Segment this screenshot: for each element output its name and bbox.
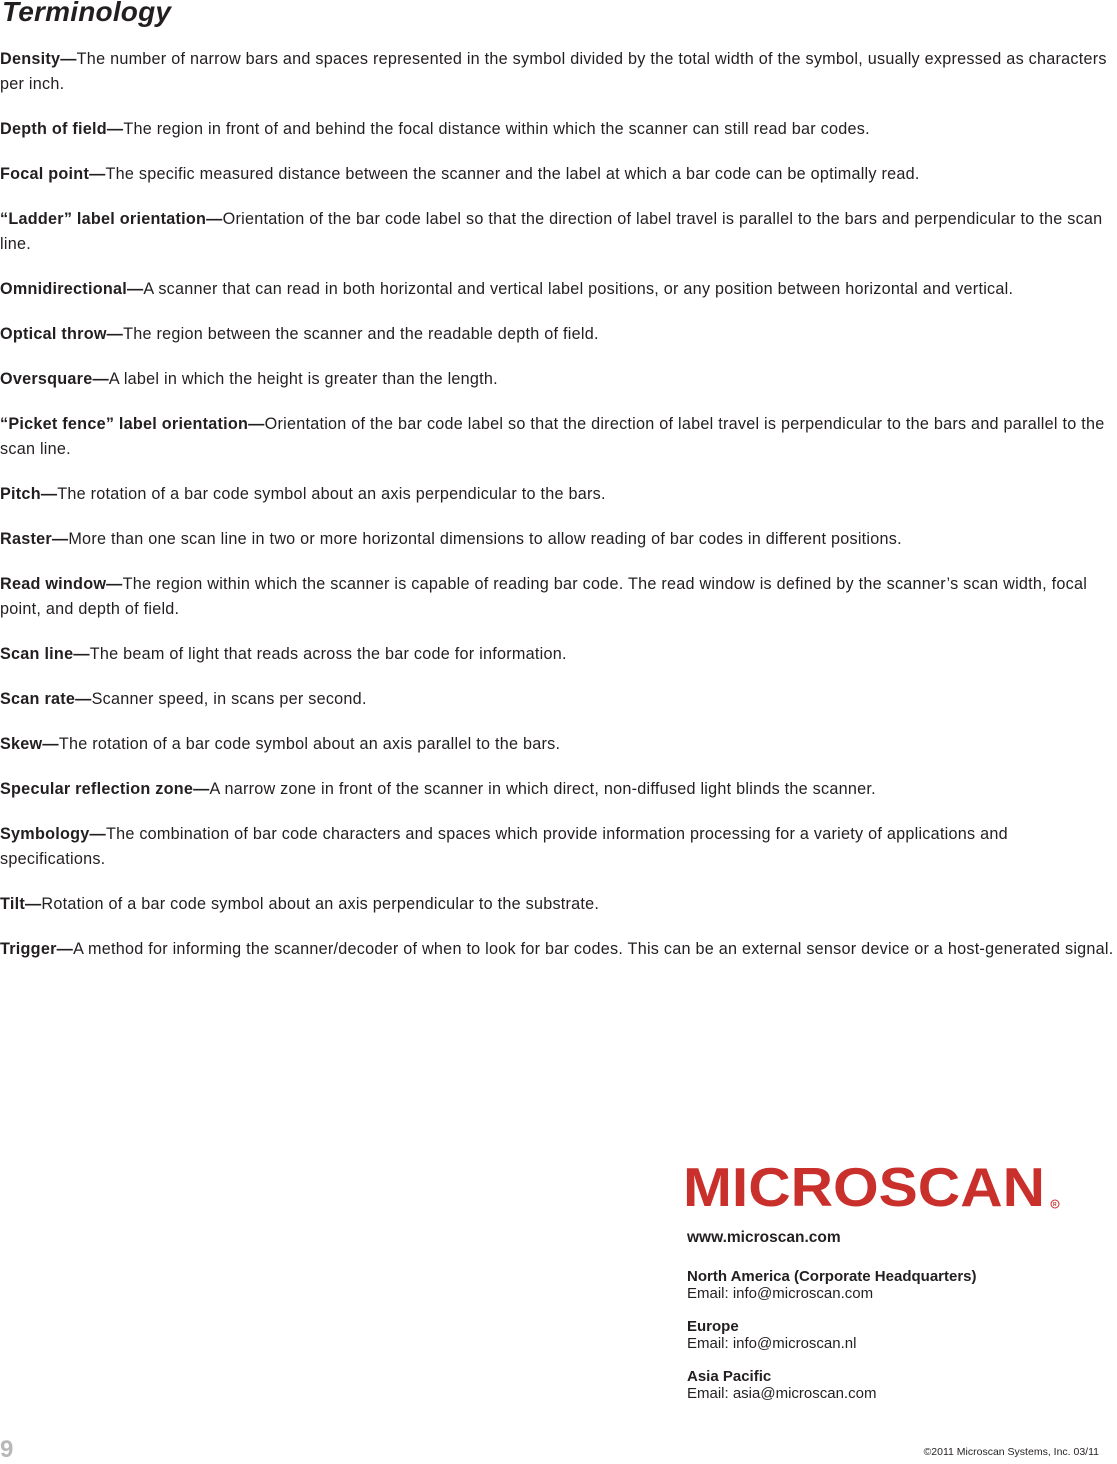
microscan-logo-graphic (683, 1160, 1063, 1210)
term-definition: A label in which the height is greater than the length. (108, 370, 498, 388)
term-specular-reflection-zone (0, 777, 1117, 802)
term-definition: The number of narrow bars and spaces represented in the symbol divided by the total width of the symbol, usually expressed as characters per inch. (0, 50, 1107, 93)
term-name: Optical throw— (0, 325, 124, 343)
term-name: Oversquare— (0, 370, 109, 388)
term-ladder-orientation (0, 207, 1117, 257)
term-definition: A method for informing the scanner/decoder of when to look for bar codes. This can be an external sensor device or a host-generated signal. (73, 940, 1114, 958)
term-definition: The beam of light that reads across the bar code for information. (89, 645, 567, 663)
region-name: Asia Pacific (687, 1368, 772, 1385)
region-europe (687, 1318, 977, 1352)
term-definition: A scanner that can read in both horizontal and vertical label positions, or any position between horizontal and vertical. (143, 280, 1014, 298)
term-oversquare (0, 367, 1117, 392)
term-name: Read window— (0, 575, 123, 593)
term-scan-rate (0, 687, 1117, 712)
term-read-window (0, 572, 1117, 622)
term-symbology (0, 822, 1117, 872)
term-definition: The rotation of a bar code symbol about an axis perpendicular to the bars. (57, 485, 606, 503)
term-focal-point (0, 162, 1117, 187)
term-optical-throw (0, 322, 1117, 347)
terminology-list (0, 47, 1117, 982)
region-name: Europe (687, 1318, 739, 1335)
website-link[interactable]: www.microscan.com (687, 1229, 841, 1246)
contact-info (687, 1229, 977, 1418)
registered-mark-icon-letter: R (1053, 1202, 1057, 1208)
region-email[interactable]: Email: asia@microscan.com (687, 1385, 877, 1402)
term-name: “Picket fence” label orientation— (0, 415, 265, 433)
term-name: Pitch— (0, 485, 58, 503)
term-pitch (0, 482, 1117, 507)
term-depth-of-field (0, 117, 1117, 142)
region-asia-pacific (687, 1368, 977, 1402)
term-definition: Scanner speed, in scans per second. (91, 690, 367, 708)
term-definition: The region within which the scanner is capable of reading bar code. The read window is defined by the scanner’s scan width, focal point, and depth of field. (0, 575, 1088, 618)
term-name: Scan rate— (0, 690, 92, 708)
term-raster (0, 527, 1117, 552)
region-north-america (687, 1268, 977, 1302)
term-definition: A narrow zone in front of the scanner in which direct, non-diffused light blinds the scanner. (209, 780, 876, 798)
term-tilt (0, 892, 1117, 917)
term-name: Trigger— (0, 940, 74, 958)
microscan-logo (683, 1160, 1063, 1210)
term-picket-fence-orientation (0, 412, 1117, 462)
term-definition: More than one scan line in two or more horizontal dimensions to allow reading of bar codes in different positions. (68, 530, 902, 548)
term-omnidirectional (0, 277, 1117, 302)
term-definition: The combination of bar code characters and spaces which provide information processing for a variety of applications and specifications. (0, 825, 1008, 868)
term-definition: The specific measured distance between the scanner and the label at which a bar code can be optimally read. (105, 165, 920, 183)
term-density (0, 47, 1117, 97)
term-definition: Orientation of the bar code label so that the direction of label travel is perpendicular to the bars and parallel to the scan line. (0, 415, 1105, 458)
term-name: Raster— (0, 530, 69, 548)
term-name: Depth of field— (0, 120, 124, 138)
term-name: Focal point— (0, 165, 106, 183)
term-name: Skew— (0, 735, 59, 753)
term-name: Specular reflection zone— (0, 780, 210, 798)
term-definition: The rotation of a bar code symbol about an axis parallel to the bars. (58, 735, 561, 753)
term-skew (0, 732, 1117, 757)
term-definition: The region in front of and behind the focal distance within which the scanner can still read bar codes. (123, 120, 870, 138)
logo-wordmark: MICROSCAN (683, 1160, 1045, 1210)
term-name: Tilt— (0, 895, 42, 913)
term-name: “Ladder” label orientation— (0, 210, 223, 228)
term-scan-line (0, 642, 1117, 667)
term-name: Scan line— (0, 645, 90, 663)
term-name: Density— (0, 50, 77, 68)
region-email[interactable]: Email: info@microscan.nl (687, 1335, 857, 1352)
term-trigger (0, 937, 1117, 962)
term-definition: The region between the scanner and the readable depth of field. (123, 325, 599, 343)
term-definition: Orientation of the bar code label so that the direction of label travel is parallel to the bars and perpendicular to the scan line. (0, 210, 1103, 253)
page-title: Terminology (2, 0, 172, 27)
term-definition: Rotation of a bar code symbol about an axis perpendicular to the substrate. (41, 895, 600, 913)
region-email[interactable]: Email: info@microscan.com (687, 1285, 874, 1302)
term-name: Symbology— (0, 825, 106, 843)
copyright-notice: ©2011 Microscan Systems, Inc. 03/11 (923, 1446, 1099, 1458)
region-name: North America (Corporate Headquarters) (687, 1268, 977, 1285)
term-name: Omnidirectional— (0, 280, 144, 298)
page-number: 9 (0, 1436, 14, 1463)
